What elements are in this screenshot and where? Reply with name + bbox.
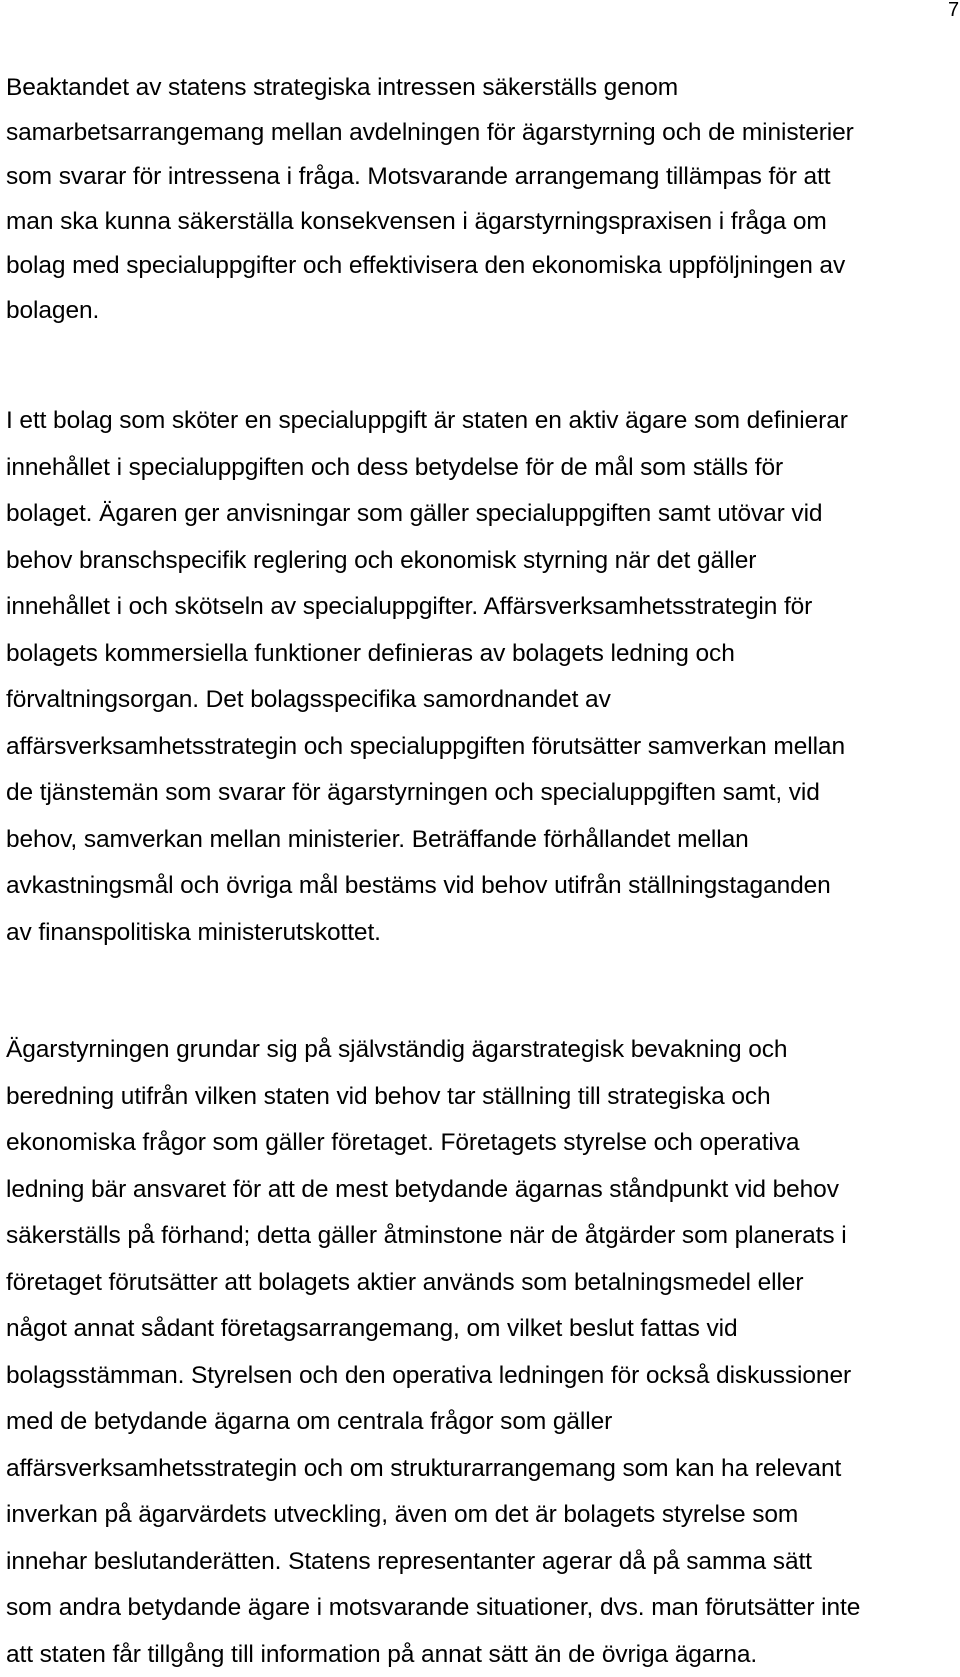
text-line: bolagsstämman. Styrelsen och den operativa ledningen för också diskussioner <box>6 1361 852 1389</box>
text-line: ledning bär ansvaret för att de mest betydande ägarnas ståndpunkt vid behov <box>6 1175 839 1203</box>
text-line: innehar beslutanderätten. Statens representanter agerar då på samma sätt <box>6 1547 812 1575</box>
text-line: Ägarstyrningen grundar sig på självständig ägarstrategisk bevakning och <box>6 1036 788 1063</box>
text-line: bolagen. <box>6 296 100 324</box>
text-line: avkastningsmål och övriga mål bestäms vid behov utifrån ställningstaganden <box>6 872 831 899</box>
text-line: att staten får tillgång till information på annat sätt än de övriga ägarna. <box>6 1640 758 1668</box>
text-line: företaget förutsätter att bolagets aktier används som betalningsmedel eller <box>6 1268 804 1296</box>
text-line: samarbetsarrangemang mellan avdelningen för ägarstyrning och de ministerier <box>6 118 854 146</box>
page-number: 7 <box>948 0 960 21</box>
text-line: förvaltningsorgan. Det bolagsspecifika samordnandet av <box>6 686 611 713</box>
text-line: bolag med specialuppgifter och effektivisera den ekonomiska uppföljningen av <box>6 252 846 279</box>
text-line: behov, samverkan mellan ministerier. Beträffande förhållandet mellan <box>6 825 749 853</box>
text-line: som andra betydande ägare i motsvarande situationer, dvs. man förutsätter inte <box>6 1594 861 1621</box>
text-line: de tjänstemän som svarar för ägarstyrningen och specialuppgiften samt, vid <box>6 779 820 806</box>
text-line: beredning utifrån vilken staten vid behov tar ställning till strategiska och <box>6 1082 771 1110</box>
text-line: bolaget. Ägaren ger anvisningar som gäller specialuppgiften samt utövar vid <box>6 500 823 527</box>
text-line: något annat sådant företagsarrangemang, om vilket beslut fattas vid <box>6 1315 738 1342</box>
text-line: behov branschspecifik reglering och ekonomisk styrning när det gäller <box>6 546 757 574</box>
text-line: säkerställs på förhand; detta gäller åtminstone när de åtgärder som planerats i <box>6 1222 847 1249</box>
paragraph-ownership-steering <box>6 1027 860 1677</box>
text-line: man ska kunna säkerställa konsekvensen i ägarstyrningspraxisen i fråga om <box>6 207 827 235</box>
text-line: affärsverksamhetsstrategin och specialuppgiften förutsätter samverkan mellan <box>6 732 845 760</box>
text-line: som svarar för intressena i fråga. Motsvarande arrangemang tillämpas för att <box>6 163 831 190</box>
text-line: innehållet i och skötseln av specialuppgifter. Affärsverksamhetsstrategin för <box>6 593 813 620</box>
text-line: Beaktandet av statens strategiska intressen säkerställs genom <box>6 74 679 101</box>
text-line: inverkan på ägarvärdets utveckling, även om det är bolagets styrelse som <box>6 1501 799 1528</box>
paragraph-special-tasks <box>6 398 848 956</box>
text-line: innehållet i specialuppgiften och dess betydelse för de mål som ställs för <box>6 453 784 481</box>
text-line: med de betydande ägarna om centrala frågor som gäller <box>6 1408 613 1435</box>
paragraph-strategic-interests <box>6 66 854 333</box>
text-line: bolagets kommersiella funktioner definieras av bolagets ledning och <box>6 639 735 667</box>
text-line: affärsverksamhetsstrategin och om strukturarrangemang som kan ha relevant <box>6 1454 842 1482</box>
text-line: ekonomiska frågor som gäller företaget. Företagets styrelse och operativa <box>6 1129 800 1156</box>
text-line: av finanspolitiska ministerutskottet. <box>6 918 381 946</box>
text-line: I ett bolag som sköter en specialuppgift är staten en aktiv ägare som definierar <box>6 407 848 434</box>
